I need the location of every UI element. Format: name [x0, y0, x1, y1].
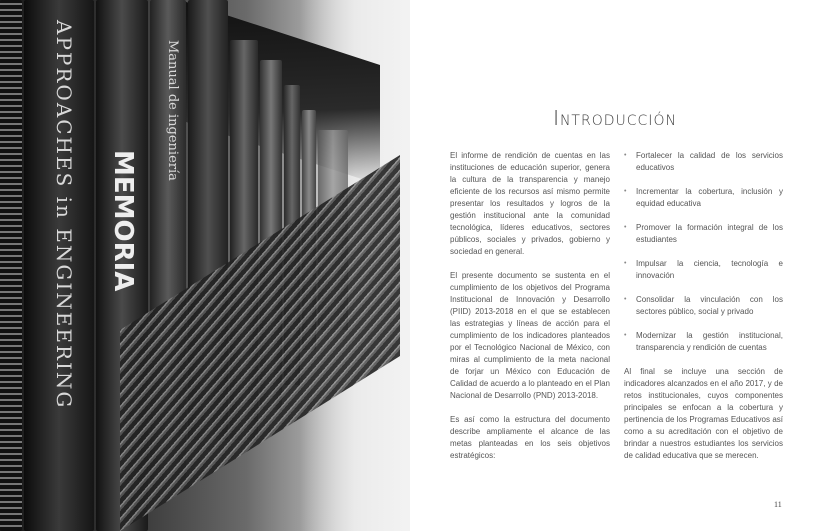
objectives-list	[624, 150, 783, 354]
list-item: • Fortalecer la calidad de los servicios educativos	[624, 151, 783, 172]
list-item: • Promover la formación integral de los estudiantes	[624, 223, 783, 244]
closing-paragraph: Al final se incluye una sección de indicadores alcanzados en el año 2017, y de retos institucionales, cuyos componentes principales se enfocan a la cobertura y pertinencia de los Programas Educativos así como a su acreditación con el objetivo de brindar a nuestros estudiantes los servicios de calidad educativa que se merecen.	[624, 367, 783, 460]
paragraph: Es así como la estructura del documento describe ampliamente el alcance de las metas planteadas en los seis objetivos estratégicos:	[450, 415, 610, 460]
left-column	[450, 150, 610, 474]
paragraph: El presente documento se sustenta en el cumplimiento de los objetivos del Programa Institucional de Innovación y Desarrollo (PIID) 2013-2018 en el que se establecen las estrategias y líneas de acción para el cumplimiento de los indicadores planteados por el Tecnológico Nacional de México, con miras al cumplimiento de la meta nacional de forjar un México con Educación de Calidad de acuerdo a lo planteado en el Plan Nacional de Desarrollo (PND) 2013-2018.	[450, 271, 610, 400]
paragraph: El informe de rendición de cuentas en las instituciones de educación superior, genera la cultura de la transparencia y manejo eficiente de los recursos así mismo permite presentar los resultados y logros de la gestión institucional ante la comunidad tecnológica, líderes educativos, sectores públicos, sociales y privados, gobierno y sociedad en general.	[450, 151, 610, 256]
text-page	[410, 0, 820, 531]
bullet-icon: •	[624, 152, 627, 159]
bullet-icon: •	[624, 332, 627, 339]
bullet-icon: •	[624, 260, 627, 267]
book-spine: MEMORIA	[96, 0, 148, 531]
bullet-icon: •	[624, 224, 627, 231]
list-item: • Modernizar la gestión institucional, transparencia y rendición de cuentas	[624, 331, 783, 352]
spiral-binding	[0, 0, 22, 531]
bullet-icon: •	[624, 188, 627, 195]
page-title: Introducción	[553, 106, 677, 130]
book-spine: APPROACHES in ENGINEERING	[24, 0, 94, 531]
list-item: • Impulsar la ciencia, tecnología e innovación	[624, 259, 783, 280]
book-spine: Manual de ingeniería	[150, 0, 186, 480]
list-item: • Consolidar la vinculación con los sectores público, social y privado	[624, 295, 783, 316]
list-item: • Incrementar la cobertura, inclusión y equidad educativa	[624, 187, 783, 208]
bullet-icon: •	[624, 296, 627, 303]
right-column	[624, 150, 783, 474]
page-number: 11	[774, 500, 782, 509]
